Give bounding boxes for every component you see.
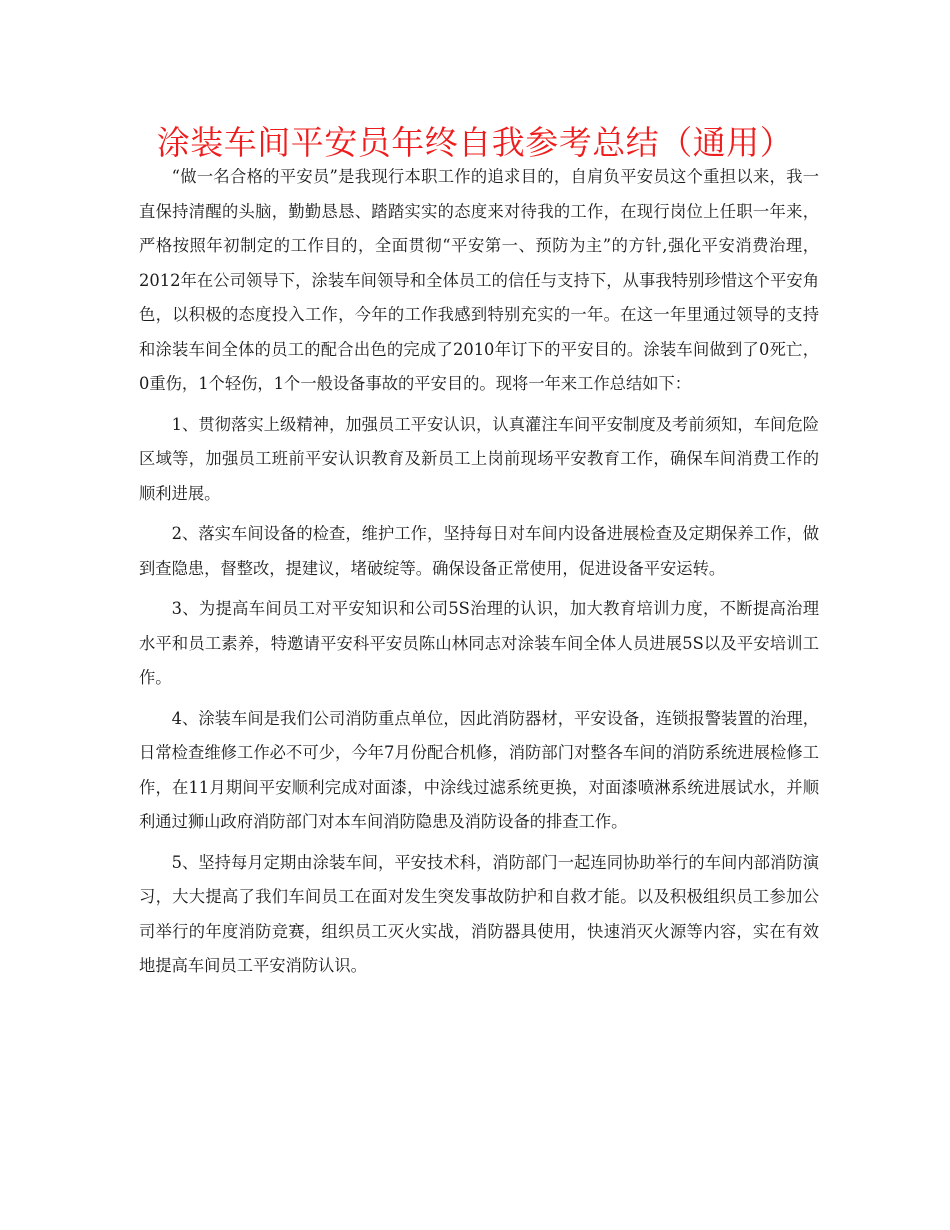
paragraph-item-5: 5、坚持每月定期由涂装车间，平安技术科，消防部门一起连同协助举行的车间内部消防演习，大大提高了我们车间员工在面对发生突发事故防护和自救才能。以及积极组织员工参加公司举行的年度消防竞赛，组织员工灭火实战，消防器具使用，快速消灭火源等内容，实在有效地提高车间员工平安消防认识。 (139, 852, 819, 975)
paragraph-intro: “做一名合格的平安员”是我现行本职工作的追求目的，自肩负平安员这个重担以来，我一直保持清醒的头脑，勤勤恳恳、踏踏实实的态度来对待我的工作，在现行岗位上任职一年来，严格按照年初制定的工作目的，全面贯彻“平安第一、预防为主”的方针,强化平安消费治理，2012年在公司领导下，涂装车间领导和全体员工的信任与支持下，从事我特别珍惜这个平安角色，以积极的态度投入工作，今年的工作我感到特别充实的一年。在这一年里通过领导的支持和涂装车间全体的员工的配合出色的完成了2010年订下的平安目的。涂装车间做到了0死亡，0重伤，1个轻伤，1个一般设备事故的平安目的。现将一年来工作总结如下： (139, 167, 819, 393)
document-body (139, 160, 819, 990)
paragraph-item-1: 1、贯彻落实上级精神，加强员工平安认识，认真灌注车间平安制度及考前须知，车间危险区域等，加强员工班前平安认识教育及新员工上岗前现场平安教育工作，确保车间消费工作的顺利进展。 (139, 414, 819, 503)
document-title: 涂装车间平安员年终自我参考总结（通用） (156, 123, 794, 162)
paragraph-item-2: 2、落实车间设备的检查，维护工作，坚持每日对车间内设备进展检查及定期保养工作，做到查隐患，督整改，提建议，堵破绽等。确保设备正常使用，促进设备平安运转。 (139, 524, 819, 578)
paragraph-item-3: 3、为提高车间员工对平安知识和公司5S治理的认识，加大教育培训力度，不断提高治理水平和员工素养，特邀请平安科平安员陈山林同志对涂装车间全体人员进展5S以及平安培训工作。 (139, 599, 819, 687)
paragraph-item-4: 4、涂装车间是我们公司消防重点单位，因此消防器材，平安设备，连锁报警装置的治理，日常检查维修工作必不可少，今年7月份配合机修，消防部门对整各车间的消防系统进展检修工作，在11月期间平安顺利完成对面漆，中涂线过滤系统更换，对面漆喷淋系统进展试水，并顺利通过狮山政府消防部门对本车间消防隐患及消防设备的排查工作。 (139, 708, 819, 831)
